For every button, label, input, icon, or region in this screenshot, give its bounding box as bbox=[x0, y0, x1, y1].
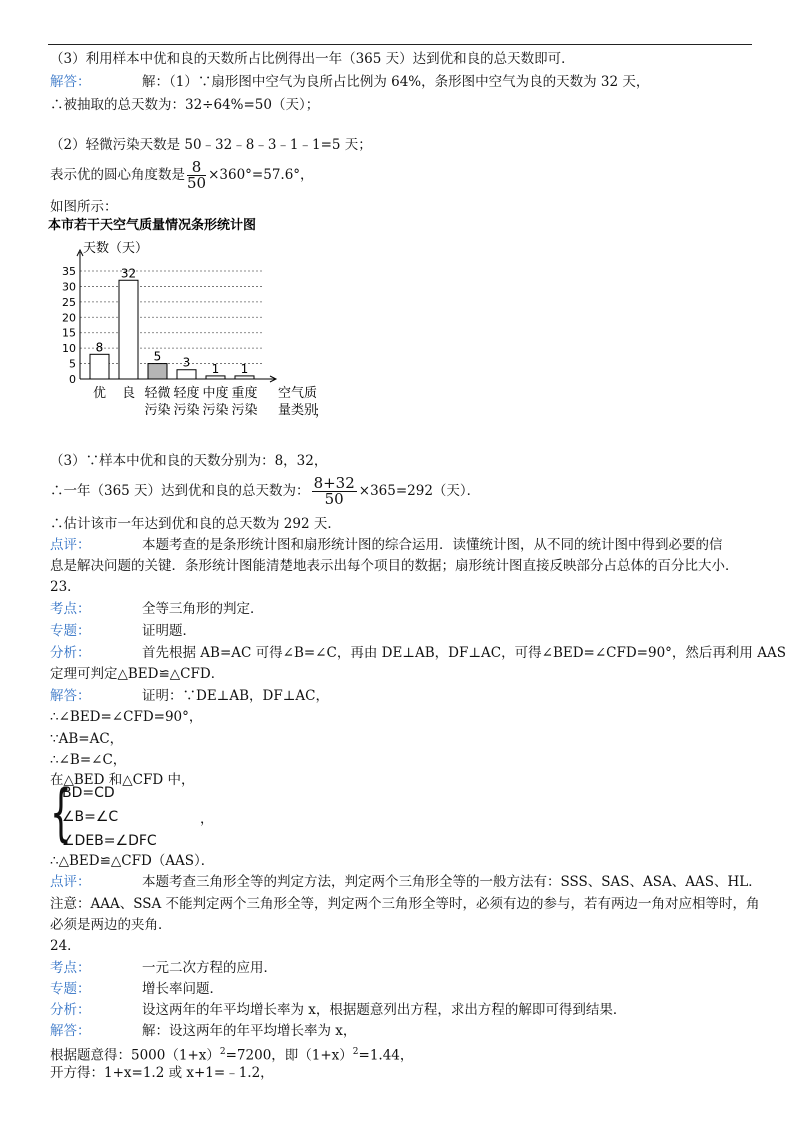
system-comma: ， bbox=[200, 811, 214, 827]
q22-part2-line2 bbox=[50, 160, 314, 191]
zhuanti-text: 增长率问题． bbox=[142, 981, 223, 997]
system-row: ∠B=∠C bbox=[62, 809, 119, 825]
fig-trailing: ； bbox=[314, 404, 328, 420]
x-tick-label: 重度 bbox=[231, 386, 258, 401]
fraction-numerator: 8 bbox=[187, 160, 206, 176]
y-tick-label: 15 bbox=[62, 326, 76, 340]
answer-text: 解：（1）∵扇形图中空气为良所占比例为 64%，条形图中空气为良的天数为 32 天， bbox=[142, 74, 650, 90]
y-tick-label: 0 bbox=[69, 373, 76, 386]
q22-fig-intro: 如图所示： bbox=[50, 199, 118, 215]
q24-number: 24． bbox=[50, 938, 81, 954]
text: ∴一年（365 天）达到优和良的总天数为： bbox=[50, 483, 310, 499]
q23-fenxi bbox=[50, 644, 786, 662]
y-tick-label: 5 bbox=[69, 357, 76, 371]
q23-zhuanti bbox=[50, 622, 196, 640]
q22-part3-intro: （3）利用样本中优和良的天数所占比例得出一年（365 天）达到优和良的总天数即可． bbox=[50, 51, 575, 67]
superscript: 2 bbox=[219, 1047, 226, 1057]
bar-value-label: 32 bbox=[120, 266, 137, 281]
q22-review bbox=[50, 536, 723, 554]
q23-kaodian bbox=[50, 600, 264, 618]
y-tick-label: 30 bbox=[62, 280, 76, 294]
text: =1.44， bbox=[358, 1047, 414, 1064]
q22-part3-line3: ∴估计该市一年达到优和良的总天数为 292 天． bbox=[50, 516, 341, 532]
text: =7200，即（1+x） bbox=[225, 1047, 353, 1064]
q24-line2 bbox=[50, 1043, 413, 1065]
bar bbox=[177, 370, 196, 379]
bar bbox=[90, 354, 109, 379]
bar-chart bbox=[44, 214, 344, 422]
x-tick-label: 优 bbox=[92, 386, 107, 401]
fenxi-text: 首先根据 AB=AC 可得∠B=∠C，再由 DE⊥AB，DF⊥AC，可得∠BED=∠CFD=90°，然后再利用 AAS bbox=[142, 645, 786, 661]
q24-line3: 开方得：1+x=1.2 或 x+1=﹣1.2， bbox=[50, 1065, 274, 1081]
zhuanti-text: 证明题． bbox=[142, 623, 196, 639]
bar-value-label: 1 bbox=[240, 361, 249, 376]
x-tick-label: 轻微 bbox=[144, 386, 171, 401]
q22-review-line2: 息是解决问题的关键．条形统计图能清楚地表示出每个项目的数据；扇形统计图直接反映部分占总体的百分比大小． bbox=[50, 558, 739, 574]
answer-text: 解：设这两年的年平均增长率为 x， bbox=[142, 1023, 357, 1039]
q24-zhuanti bbox=[50, 980, 223, 998]
x-tick-label: 污染 bbox=[202, 403, 229, 418]
q22-total-days: ∴被抽取的总天数为：32÷64%=50（天）； bbox=[50, 97, 320, 113]
q23-review-line2: 注意：AAA、SSA 不能判定两个三角形全等，判定两个三角形全等时，必须有边的参与，若有两边一角对应相等时，角 bbox=[50, 896, 760, 912]
q24-fenxi bbox=[50, 1001, 626, 1019]
system-row: BD=CD bbox=[62, 785, 115, 801]
text: ×360°=57.6°， bbox=[208, 167, 314, 183]
text: ×365=292（天）． bbox=[358, 483, 481, 499]
q23-line4: ∴∠B=∠C， bbox=[50, 752, 127, 768]
answer-label: 解答： bbox=[50, 74, 91, 90]
kaodian-label: 考点： bbox=[50, 960, 91, 976]
bar-value-label: 3 bbox=[182, 355, 191, 370]
q23-conclusion: ∴△BED≌△CFD（AAS）． bbox=[50, 853, 215, 869]
fraction-denominator: 50 bbox=[324, 490, 344, 508]
fraction-numerator: 8+32 bbox=[313, 474, 355, 492]
fenxi-label: 分析： bbox=[50, 1002, 91, 1018]
y-tick-label: 35 bbox=[62, 265, 76, 278]
y-tick-label: 10 bbox=[62, 342, 76, 356]
x-tick-label: 良 bbox=[121, 386, 136, 401]
chart-title: 本市若干天空气质量情况条形统计图 bbox=[48, 218, 257, 233]
q23-fenxi-line2: 定理可判定△BED≌△CFD． bbox=[50, 666, 225, 682]
y-tick-label: 25 bbox=[62, 295, 76, 309]
review-label: 点评： bbox=[50, 537, 91, 553]
fraction bbox=[312, 476, 357, 507]
x-tick-label: 污染 bbox=[173, 403, 200, 418]
review-text: 本题考查三角形全等的判定方法，判定两个三角形全等的一般方法有：SSS、SAS、ASA、AAS、HL． bbox=[142, 874, 762, 890]
y-tick-label: 20 bbox=[62, 311, 76, 325]
x-tick-label: 污染 bbox=[144, 403, 171, 418]
x-tick-label: 轻度 bbox=[173, 386, 200, 401]
brace-glyph: { bbox=[50, 776, 72, 849]
answer-text: 证明：∵DE⊥AB，DF⊥AC， bbox=[142, 688, 330, 704]
q23-line3: ∵AB=AC， bbox=[50, 731, 124, 747]
zhuanti-label: 专题： bbox=[50, 623, 91, 639]
q23-review-line3: 必须是两边的夹角． bbox=[50, 917, 172, 933]
text: 表示优的圆心角度数是 bbox=[50, 167, 185, 183]
q23-review bbox=[50, 873, 762, 891]
kaodian-text: 全等三角形的判定． bbox=[142, 601, 264, 617]
q22-answer bbox=[50, 73, 649, 91]
zhuanti-label: 专题： bbox=[50, 981, 91, 997]
x-axis-label: 空气质 bbox=[278, 386, 318, 401]
q22-part3-line1: （3）∵样本中优和良的天数分别为：8，32， bbox=[50, 453, 328, 469]
y-axis-label: 天数（天） bbox=[83, 241, 149, 256]
answer-label: 解答： bbox=[50, 1023, 91, 1039]
bar bbox=[206, 376, 225, 379]
x-tick-label: 中度 bbox=[202, 386, 229, 401]
q23-answer bbox=[50, 687, 329, 705]
fraction bbox=[187, 160, 206, 191]
bar bbox=[235, 376, 254, 379]
bar-value-label: 5 bbox=[153, 349, 162, 364]
q24-answer bbox=[50, 1022, 356, 1040]
bar bbox=[148, 364, 167, 379]
q22-part2-line1: （2）轻微污染天数是 50﹣32﹣8﹣3﹣1﹣1=5 天； bbox=[50, 137, 372, 153]
fenxi-text: 设这两年的年平均增长率为 x，根据题意列出方程，求出方程的解即可得到结果． bbox=[142, 1002, 627, 1018]
q24-kaodian bbox=[50, 959, 277, 977]
answer-label: 解答： bbox=[50, 688, 91, 704]
q23-line5: 在△BED 和△CFD 中， bbox=[50, 772, 195, 788]
bar-value-label: 8 bbox=[95, 340, 104, 355]
x-tick-label: 污染 bbox=[231, 403, 258, 418]
fenxi-label: 分析： bbox=[50, 645, 91, 661]
q23-line2: ∴∠BED=∠CFD=90°， bbox=[50, 709, 203, 725]
kaodian-text: 一元二次方程的应用． bbox=[142, 960, 277, 976]
header-rule bbox=[48, 44, 752, 45]
review-label: 点评： bbox=[50, 874, 91, 890]
text: 根据题意得：5000（1+x） bbox=[50, 1047, 220, 1064]
q22-part3-line2 bbox=[50, 476, 480, 507]
bar-value-label: 1 bbox=[211, 361, 220, 376]
superscript: 2 bbox=[352, 1047, 359, 1057]
review-text: 本题考查的是条形统计图和扇形统计图的综合运用．读懂统计图，从不同的统计图中得到必要的信 bbox=[142, 537, 723, 553]
system-row: ∠DEB=∠DFC bbox=[62, 833, 157, 849]
bar bbox=[119, 280, 138, 379]
x-axis-label: 量类别 bbox=[278, 403, 318, 418]
q23-number: 23． bbox=[50, 579, 81, 595]
kaodian-label: 考点： bbox=[50, 601, 91, 617]
fraction-denominator: 50 bbox=[187, 174, 207, 192]
